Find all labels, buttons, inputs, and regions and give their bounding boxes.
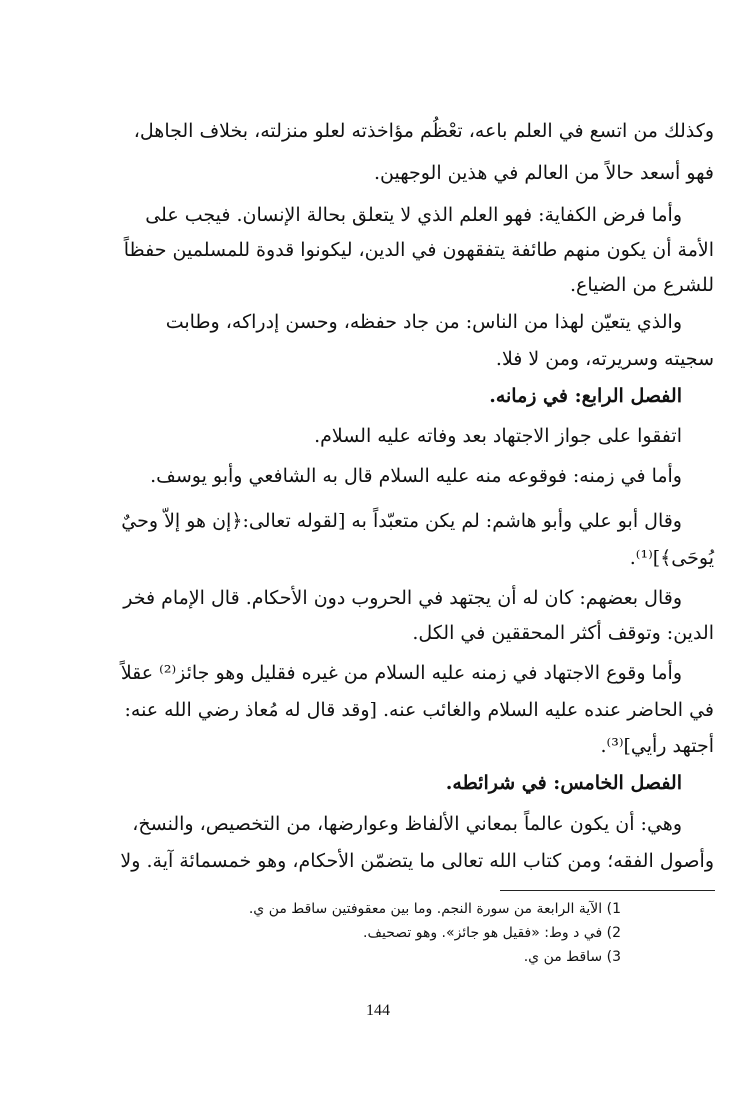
text-line: وأما وقوع الاجتهاد في زمنه عليه السلام من غيره فقليل وهو جائز⁽²⁾ عقلاً — [120, 662, 682, 684]
footnote: 2) في د وط: «فقيل هو جائز». وهو تصحيف. — [363, 925, 621, 941]
text-line: سجيته وسريرته، ومن لا فلا. — [495, 348, 714, 370]
text-line: وأما في زمنه: فوقوعه منه عليه السلام قال به الشافعي وأبو يوسف. — [150, 465, 682, 487]
text-line: فهو أسعد حالاً من العالم في هذين الوجهين. — [373, 162, 714, 184]
text-line: في الحاضر عنده عليه السلام والغائب عنه. [وقد قال له مُعاذ رضي الله عنه: — [124, 699, 714, 721]
footnote: 1) الآية الرابعة من سورة النجم. وما بين معقوفتين ساقط من ي. — [248, 901, 621, 917]
page-number: 144 — [366, 1002, 390, 1019]
section-heading: الفصل الخامس: في شرائطه. — [445, 772, 682, 794]
text-line: أجتهد رأيي]⁽³⁾. — [600, 735, 714, 757]
text-line: وهي: أن يكون عالماً بمعاني الألفاظ وعوارضها، من التخصيص، والنسخ، — [132, 813, 682, 835]
text-line: والذي يتعيّن لهذا من الناس: من جاد حفظه، وحسن إدراكه، وطابت — [165, 311, 682, 333]
section-heading: الفصل الرابع: في زمانه. — [489, 385, 682, 407]
text-line: الدين: وتوقف أكثر المحققين في الكل. — [412, 622, 714, 644]
text-line: اتفقوا على جواز الاجتهاد بعد وفاته عليه السلام. — [314, 425, 682, 447]
text-line: يُوحَى﴾]⁽¹⁾. — [629, 547, 714, 569]
text-line: وقال بعضهم: كان له أن يجتهد في الحروب دون الأحكام. قال الإمام فخر — [123, 587, 682, 609]
text-line: وأما فرض الكفاية: فهو العلم الذي لا يتعلق بحالة الإنسان. فيجب على — [145, 204, 682, 226]
footnote-divider — [500, 890, 715, 891]
text-line: الأمة أن يكون منهم طائفة يتفقهون في الدين، ليكونوا قدوة للمسلمين حفظاً — [123, 239, 714, 261]
text-line: وأصول الفقه؛ ومن كتاب الله تعالى ما يتضمّن الأحكام، وهو خمسمائة آية. ولا — [120, 850, 714, 872]
footnote: 3) ساقط من ي. — [523, 949, 621, 965]
text-line: للشرع من الضياع. — [569, 274, 714, 296]
text-line: وكذلك من اتسع في العلم باعه، تعْظُم مؤاخذته لعلو منزلته، بخلاف الجاهل، — [133, 120, 714, 142]
text-line: وقال أبو علي وأبو هاشم: لم يكن متعبّداً به [لقوله تعالى:﴿إن هو إلاّ وحيٌ — [121, 510, 682, 532]
